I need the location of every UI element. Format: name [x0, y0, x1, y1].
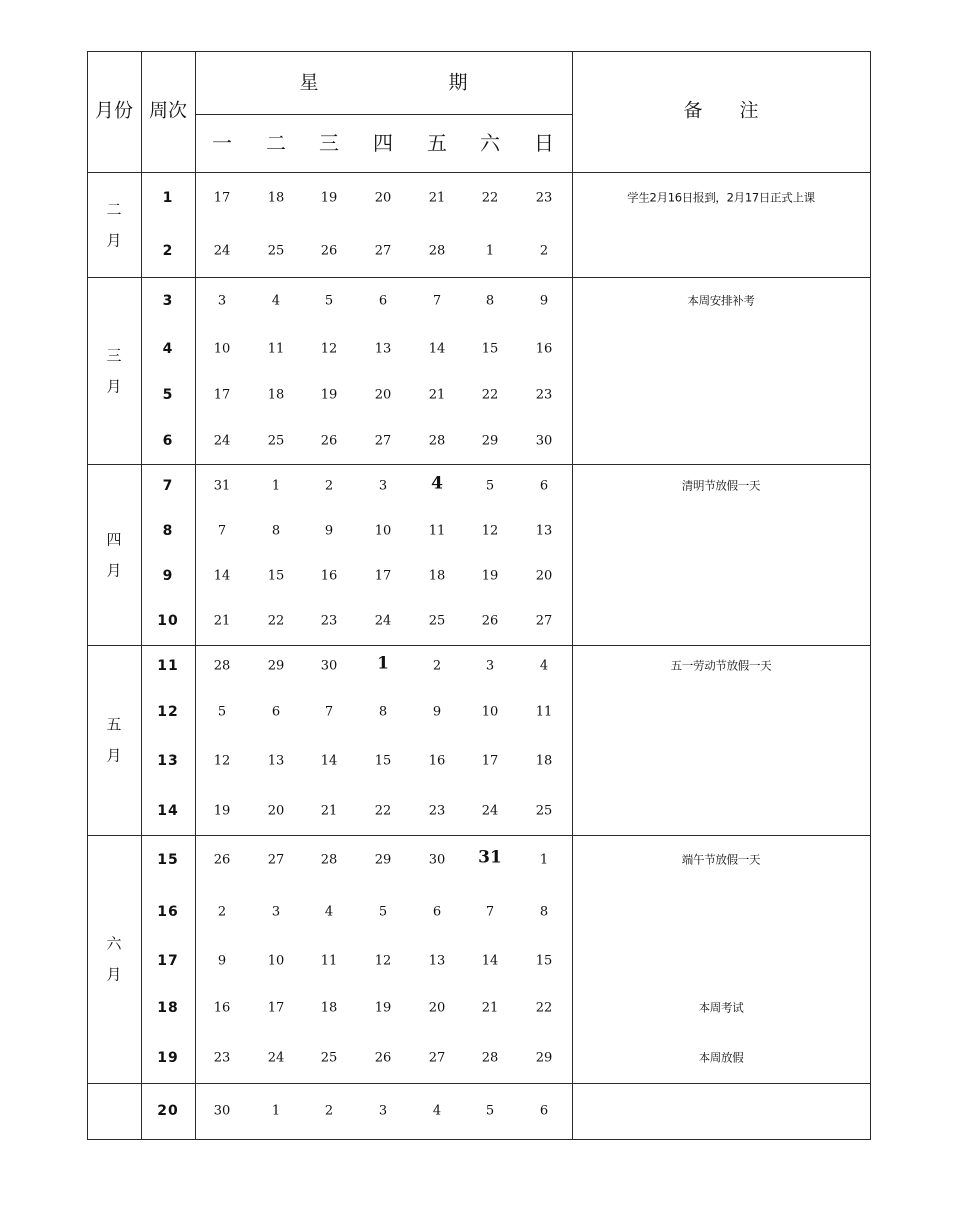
- week-number: 7: [162, 478, 174, 494]
- date-cell: 18: [267, 387, 285, 403]
- date-cell: 23: [428, 803, 446, 819]
- column-divider: [141, 51, 142, 1140]
- date-cell: 11: [535, 704, 553, 720]
- notes-column-header: 备: [683, 99, 703, 122]
- date-cell: 11: [267, 341, 285, 357]
- date-cell: 20: [535, 568, 553, 584]
- date-cell: 24: [213, 243, 231, 259]
- date-cell: 19: [374, 1000, 392, 1016]
- date-cell: 15: [535, 953, 553, 969]
- date-cell: 14: [428, 341, 446, 357]
- week-number: 9: [162, 568, 174, 584]
- date-cell: 2: [324, 1103, 334, 1119]
- date-cell: 4: [271, 293, 281, 309]
- week-note: 本周安排补考: [687, 293, 755, 308]
- date-cell: 5: [485, 1103, 495, 1119]
- date-cell: 24: [213, 433, 231, 449]
- date-cell: 12: [213, 753, 231, 769]
- date-cell: 13: [535, 523, 553, 539]
- holiday-date-cell: 4: [431, 473, 443, 494]
- date-cell: 22: [535, 1000, 553, 1016]
- date-cell: 29: [481, 433, 499, 449]
- week-number: 4: [162, 341, 174, 357]
- weekday-header-1: 一: [212, 131, 232, 155]
- date-cell: 8: [271, 523, 281, 539]
- date-cell: 30: [320, 658, 338, 674]
- date-cell: 27: [374, 243, 392, 259]
- date-cell: 14: [320, 753, 338, 769]
- month-divider: [87, 645, 871, 646]
- date-cell: 8: [378, 704, 388, 720]
- column-divider: [572, 51, 573, 1140]
- date-cell: 13: [374, 341, 392, 357]
- date-cell: 23: [535, 387, 553, 403]
- date-cell: 2: [324, 478, 334, 494]
- week-number: 10: [157, 613, 179, 629]
- date-cell: 14: [213, 568, 231, 584]
- date-cell: 3: [271, 904, 281, 920]
- date-cell: 23: [320, 613, 338, 629]
- date-cell: 7: [217, 523, 227, 539]
- date-cell: 17: [213, 190, 231, 206]
- week-number: 3: [162, 293, 174, 309]
- date-cell: 30: [213, 1103, 231, 1119]
- date-cell: 22: [481, 190, 499, 206]
- weekday-header-2: 二: [266, 131, 286, 155]
- month-label: 四: [106, 530, 122, 548]
- date-cell: 4: [539, 658, 549, 674]
- month-label: 六: [106, 934, 122, 953]
- date-cell: 3: [378, 1103, 388, 1119]
- date-cell: 19: [481, 568, 499, 584]
- weekday-header-5: 五: [427, 131, 447, 155]
- date-cell: 29: [535, 1050, 553, 1066]
- date-cell: 15: [267, 568, 285, 584]
- date-cell: 30: [428, 852, 446, 868]
- date-cell: 18: [267, 190, 285, 206]
- date-cell: 29: [267, 658, 285, 674]
- date-cell: 20: [267, 803, 285, 819]
- date-cell: 19: [320, 190, 338, 206]
- date-cell: 20: [428, 1000, 446, 1016]
- date-cell: 14: [481, 953, 499, 969]
- date-cell: 13: [428, 953, 446, 969]
- date-cell: 25: [428, 613, 446, 629]
- week-note: 本周考试: [698, 1000, 744, 1015]
- date-cell: 21: [213, 613, 231, 629]
- week-number: 1: [162, 190, 174, 206]
- date-cell: 12: [320, 341, 338, 357]
- date-cell: 24: [267, 1050, 285, 1066]
- date-cell: 1: [271, 478, 281, 494]
- week-number: 5: [162, 387, 174, 403]
- date-cell: 7: [432, 293, 442, 309]
- date-cell: 2: [432, 658, 442, 674]
- month-divider: [87, 277, 871, 278]
- date-cell: 9: [432, 704, 442, 720]
- weekday-header-4: 四: [373, 131, 393, 155]
- date-cell: 23: [213, 1050, 231, 1066]
- date-cell: 17: [267, 1000, 285, 1016]
- date-cell: 22: [481, 387, 499, 403]
- week-number: 18: [157, 1000, 179, 1016]
- date-cell: 4: [432, 1103, 442, 1119]
- date-cell: 22: [267, 613, 285, 629]
- table-bottom-border: [87, 1139, 871, 1140]
- date-cell: 6: [539, 1103, 549, 1119]
- date-cell: 12: [481, 523, 499, 539]
- date-cell: 15: [374, 753, 392, 769]
- date-cell: 18: [535, 753, 553, 769]
- date-cell: 1: [539, 852, 549, 868]
- date-cell: 28: [428, 433, 446, 449]
- date-cell: 27: [267, 852, 285, 868]
- weekday-group-title: 期: [448, 71, 468, 94]
- week-note: 本周放假: [698, 1050, 744, 1065]
- week-number: 2: [162, 243, 174, 259]
- week-number: 11: [157, 658, 179, 674]
- date-cell: 24: [481, 803, 499, 819]
- date-cell: 8: [539, 904, 549, 920]
- date-cell: 1: [485, 243, 495, 259]
- month-divider: [87, 172, 871, 173]
- date-cell: 17: [481, 753, 499, 769]
- weekday-header-divider: [195, 114, 572, 115]
- date-cell: 28: [320, 852, 338, 868]
- date-cell: 3: [485, 658, 495, 674]
- date-cell: 28: [213, 658, 231, 674]
- date-cell: 25: [267, 243, 285, 259]
- date-cell: 2: [217, 904, 227, 920]
- date-cell: 6: [432, 904, 442, 920]
- month-label: 三: [106, 346, 122, 364]
- date-cell: 18: [428, 568, 446, 584]
- date-cell: 6: [378, 293, 388, 309]
- date-cell: 27: [428, 1050, 446, 1066]
- date-cell: 16: [535, 341, 553, 357]
- week-note: 五一劳动节放假一天: [670, 658, 772, 673]
- date-cell: 18: [320, 1000, 338, 1016]
- date-cell: 26: [320, 243, 338, 259]
- weekday-header-3: 三: [319, 131, 339, 155]
- date-cell: 27: [374, 433, 392, 449]
- week-number: 6: [162, 433, 174, 449]
- week-number: 12: [157, 704, 179, 720]
- date-cell: 26: [374, 1050, 392, 1066]
- month-label: 二: [106, 200, 122, 218]
- date-cell: 3: [217, 293, 227, 309]
- date-cell: 5: [378, 904, 388, 920]
- date-cell: 9: [324, 523, 334, 539]
- date-cell: 6: [539, 478, 549, 494]
- date-cell: 29: [374, 852, 392, 868]
- date-cell: 22: [374, 803, 392, 819]
- table-top-border: [87, 51, 871, 52]
- date-cell: 24: [374, 613, 392, 629]
- month-label: 月: [106, 377, 122, 395]
- date-cell: 25: [267, 433, 285, 449]
- date-cell: 21: [481, 1000, 499, 1016]
- date-cell: 16: [320, 568, 338, 584]
- date-cell: 13: [267, 753, 285, 769]
- date-cell: 2: [539, 243, 549, 259]
- week-note: 端午节放假一天: [681, 852, 761, 867]
- month-divider: [87, 1083, 871, 1084]
- week-number: 16: [157, 904, 179, 920]
- week-number: 8: [162, 523, 174, 539]
- date-cell: 26: [481, 613, 499, 629]
- date-cell: 9: [539, 293, 549, 309]
- week-column-header: 周次: [148, 99, 188, 122]
- date-cell: 20: [374, 387, 392, 403]
- date-cell: 15: [481, 341, 499, 357]
- table-right-border: [870, 51, 871, 1140]
- month-divider: [87, 835, 871, 836]
- date-cell: 9: [217, 953, 227, 969]
- date-cell: 16: [428, 753, 446, 769]
- month-column-header: 月份: [94, 99, 134, 122]
- date-cell: 10: [267, 953, 285, 969]
- date-cell: 7: [324, 704, 334, 720]
- date-cell: 6: [271, 704, 281, 720]
- column-divider: [195, 51, 196, 1140]
- date-cell: 10: [374, 523, 392, 539]
- month-label: 月: [106, 231, 122, 249]
- date-cell: 19: [320, 387, 338, 403]
- weekday-group-title: 星: [299, 71, 319, 94]
- table-left-border: [87, 51, 88, 1140]
- date-cell: 5: [485, 478, 495, 494]
- date-cell: 17: [374, 568, 392, 584]
- date-cell: 10: [213, 341, 231, 357]
- holiday-date-cell: 31: [478, 847, 502, 868]
- notes-column-header: 注: [739, 99, 759, 122]
- week-number: 14: [157, 803, 179, 819]
- date-cell: 11: [320, 953, 338, 969]
- date-cell: 25: [320, 1050, 338, 1066]
- month-label: 月: [106, 746, 122, 765]
- month-label: 月: [106, 561, 122, 579]
- date-cell: 17: [213, 387, 231, 403]
- week-number: 19: [157, 1050, 179, 1066]
- weekday-header-6: 六: [480, 131, 500, 155]
- date-cell: 28: [428, 243, 446, 259]
- date-cell: 5: [324, 293, 334, 309]
- week-number: 20: [157, 1103, 179, 1119]
- date-cell: 30: [535, 433, 553, 449]
- week-number: 13: [157, 753, 179, 769]
- date-cell: 12: [374, 953, 392, 969]
- date-cell: 4: [324, 904, 334, 920]
- date-cell: 23: [535, 190, 553, 206]
- date-cell: 21: [428, 387, 446, 403]
- date-cell: 16: [213, 1000, 231, 1016]
- date-cell: 11: [428, 523, 446, 539]
- date-cell: 28: [481, 1050, 499, 1066]
- date-cell: 1: [271, 1103, 281, 1119]
- week-note: 清明节放假一天: [681, 478, 761, 493]
- month-label: 月: [106, 965, 122, 984]
- week-number: 15: [157, 852, 179, 868]
- date-cell: 10: [481, 704, 499, 720]
- date-cell: 27: [535, 613, 553, 629]
- date-cell: 19: [213, 803, 231, 819]
- date-cell: 21: [320, 803, 338, 819]
- date-cell: 26: [320, 433, 338, 449]
- date-cell: 25: [535, 803, 553, 819]
- week-note: 学生2月16日报到，2月17日正式上课: [627, 190, 815, 205]
- date-cell: 21: [428, 190, 446, 206]
- week-number: 17: [157, 953, 179, 969]
- weekday-header-7: 日: [534, 131, 554, 155]
- month-divider: [87, 464, 871, 465]
- date-cell: 26: [213, 852, 231, 868]
- month-label: 五: [106, 715, 122, 734]
- date-cell: 20: [374, 190, 392, 206]
- date-cell: 31: [213, 478, 231, 494]
- date-cell: 5: [217, 704, 227, 720]
- date-cell: 3: [378, 478, 388, 494]
- holiday-date-cell: 1: [377, 653, 389, 674]
- date-cell: 7: [485, 904, 495, 920]
- date-cell: 8: [485, 293, 495, 309]
